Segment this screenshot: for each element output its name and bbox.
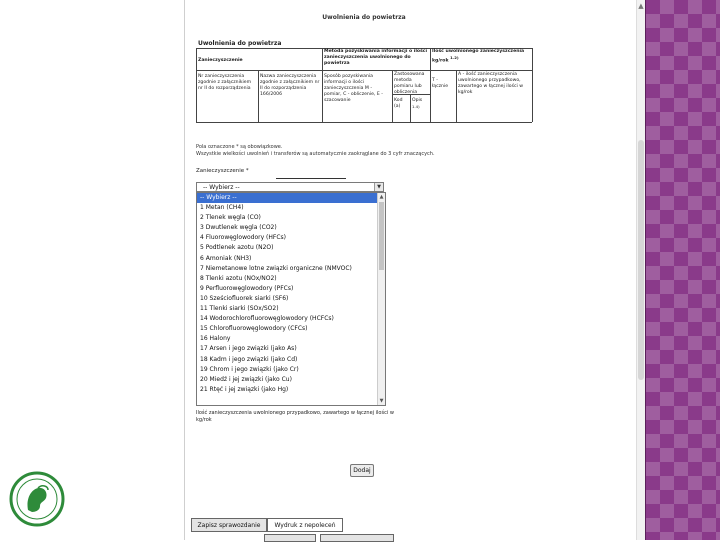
dropdown-option[interactable]: 6 Amoniak (NH3) <box>200 254 252 262</box>
section-title: Uwolnienia do powietrza <box>198 40 282 47</box>
header-method: Metoda pozyskiwania informacji o ilości zanieczyszczenia uwolnionego do powietrza <box>324 49 428 66</box>
page-scroll-thumb[interactable] <box>638 140 644 380</box>
form-title: Uwolnienia do powietrza <box>322 14 406 21</box>
dropdown-option[interactable]: 2 Tlenek węgla (CO) <box>200 214 261 222</box>
dropdown-option[interactable]: 18 Kadm i jego związki (jako Cd) <box>200 355 298 363</box>
table-divider <box>322 48 323 122</box>
emissions-form <box>196 6 532 506</box>
table-border-mid <box>196 70 532 71</box>
dropdown-option[interactable]: 15 Chlorofluorowęglowodory (CFCs) <box>200 325 308 333</box>
pollutant-select[interactable] <box>196 182 384 192</box>
dropdown-option[interactable]: 3 Dwutlenek węgla (CO2) <box>200 224 277 232</box>
pollutant-field-label: Zanieczyszczenie * <box>196 168 249 174</box>
scroll-up-icon[interactable]: ▲ <box>379 194 384 200</box>
header-quantity-sup: 1.2) <box>450 55 459 60</box>
dropdown-option[interactable]: -- Wybierz -- <box>197 193 379 203</box>
tab-save-report[interactable]: Zapisz sprawozdanie <box>191 518 267 532</box>
dropdown-option[interactable]: 20 Miedź i jej związki (jako Cu) <box>200 375 292 383</box>
dropdown-scroll-thumb[interactable] <box>379 202 384 270</box>
chevron-down-icon[interactable]: ▼ <box>374 183 383 191</box>
dropdown-option[interactable]: 1 Metan (CH4) <box>200 204 244 212</box>
dropdown-option[interactable]: 4 Fluorowęglowodory (HFCs) <box>200 234 287 242</box>
dropdown-option[interactable]: 14 Wodorochlorofluorowęglowodory (HCFCs) <box>200 315 334 323</box>
dropdown-option[interactable]: 11 Tlenki siarki (SOx/SO2) <box>200 305 279 313</box>
pollutant-dropdown-list[interactable] <box>196 192 386 406</box>
table-border-right <box>532 48 533 122</box>
field-underline <box>276 178 346 179</box>
pollutant-select-value: -- Wybierz -- <box>203 184 240 191</box>
col-pollutant-number: Nr zanieczyszczenia zgodnie z załącznikiem nr II do rozporządzenia <box>198 74 252 91</box>
dropdown-option[interactable]: 5 Podtlenek azotu (N2O) <box>200 244 274 252</box>
dropdown-option[interactable]: 7 Niemetanowe lotne związki organiczne (NMVOC) <box>200 264 352 272</box>
table-divider <box>258 70 259 122</box>
dropdown-option[interactable]: 16 Halony <box>200 335 231 343</box>
tab-print[interactable]: Wydruk z nepoleceń <box>267 518 343 532</box>
dropdown-option[interactable]: 8 Tlenki azotu (NOx/NO2) <box>200 274 277 282</box>
col-method-description <box>412 98 430 114</box>
col-accidental: A - ilość zanieczyszczenia uwolnionego przypadkowo, zawartego w łącznej ilości w kg/rok <box>458 72 524 95</box>
dropdown-option[interactable]: 10 Sześciofluorek siarki (SF6) <box>200 294 289 302</box>
dropdown-options <box>197 193 379 395</box>
table-divider <box>430 48 431 122</box>
table-border-bottom <box>196 122 532 123</box>
dropdown-option[interactable]: 17 Arsen i jego związki (jako As) <box>200 345 297 353</box>
table-divider <box>456 70 457 122</box>
col-method-description-text: Opis <box>412 98 423 103</box>
page-scrollbar[interactable] <box>636 0 645 540</box>
col-pollutant-name: Nazwa zanieczyszczenia zgodnie z załącznikiem nr II do rozporządzenia 166/2006 <box>260 74 320 97</box>
col-total: T - łącznie <box>432 78 449 89</box>
table-divider <box>392 70 393 122</box>
university-logo-icon <box>8 470 66 528</box>
header-quantity-text: Ilość uwolnionego zanieczyszczenia kg/rok <box>432 49 525 64</box>
rounding-note: Wszystkie wielkości uwolnień i transferów są automatycznie zaokrąglane do 3 cyfr znaczących. <box>196 151 435 157</box>
col-method-description-sup: 1.4) <box>412 104 420 109</box>
dropdown-option[interactable]: 9 Perfluorowęglowodory (PFCs) <box>200 284 294 292</box>
col-method-applied: Zastosowana metoda pomiaru lub obliczenia <box>394 72 425 95</box>
add-button[interactable]: Dodaj <box>350 464 374 477</box>
dropdown-scrollbar[interactable] <box>377 193 385 405</box>
dropdown-option[interactable]: 19 Chrom i jego związki (jako Cr) <box>200 365 299 373</box>
dropdown-option[interactable]: 21 Rtęć i jej związki (jako Hg) <box>200 385 289 393</box>
tab-secondary-2[interactable] <box>320 534 394 542</box>
table-divider <box>410 94 411 122</box>
decorative-purple-band <box>646 0 720 540</box>
accidental-quantity-label: Ilość zanieczyszczenia uwolnionego przypadkowo, zawartego w łącznej ilości w kg/rok <box>196 410 394 423</box>
scroll-up-icon[interactable]: ▲ <box>638 2 644 10</box>
header-pollutant: Zanieczyszczenie <box>198 58 243 63</box>
required-note: Pola oznaczone * są obowiązkowe. <box>196 144 283 150</box>
header-quantity <box>432 49 530 65</box>
tab-secondary-1[interactable] <box>264 534 316 542</box>
table-border-left <box>196 48 197 122</box>
col-method-type: Sposób pozyskiwania informacji o ilości zanieczyszczenia M - pomiar, C - obliczenie, E - szacowanie <box>324 74 383 103</box>
col-method-code: Kod (a) <box>394 98 403 109</box>
scroll-down-icon[interactable]: ▼ <box>379 398 384 404</box>
